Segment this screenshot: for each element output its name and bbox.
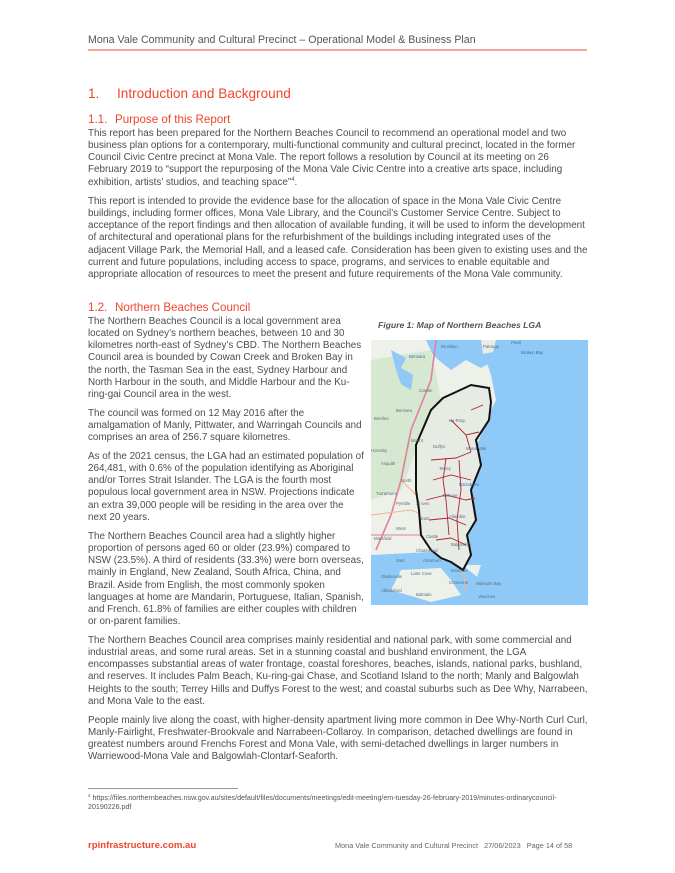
paragraph-council-6: People mainly live along the coast, with higher-density apartment living more common in Dee Why-North Curl Curl, Manly-Fairlight, Freshwater-Brookvale and Narrabeen-Collaroy. In comparison, detached dwellings are found in greatest numbers around Frenchs Forest and Mona Vale, with semi-detached dwellings in larger numbers in Warriewood-Mona Vale and Balgowlah-Clontarf-Seaforth. [88, 715, 588, 763]
map-label: Belrose [443, 493, 458, 498]
figure-caption: Figure 1: Map of Northern Beaches LGA [378, 320, 542, 330]
map-label: Vaucluse [478, 594, 496, 599]
map-label: Balmain [416, 592, 432, 597]
section-title: Introduction and Background [117, 86, 291, 101]
footer-doc-title: Mona Vale Community and Cultural Precinct [335, 841, 479, 850]
map-label: Brooklyn [441, 344, 458, 349]
footer-website[interactable]: rpinfrastructure.com.au [88, 840, 197, 851]
paragraph-punctuation: . [294, 176, 298, 188]
paragraph-text: This report has been prepared for the Northern Beaches Council to recommend an operational model and two business plan options for a contemporary, multi-functional community and cultural precinct, located in the former Council Civic Centre precinct at Mona Vale. The report follows a resolution by Council at its meeting on 26 February 2019 to “support the repurposing of the Mona Vale Civic Centre into a creative arts space, including exhibition, artists’ studios, and teaching space” [88, 128, 576, 188]
footer-date: 27/06/2023 [484, 841, 521, 850]
map-label: Marsfield [374, 536, 392, 541]
footnote-link[interactable]: https://files.northernbeaches.nsw.gov.au/sites/default/files/documents/meetings/edit-meeting/em-tuesday-26-february-2019/minutes-ordinarycouncil-20190226.pdf [88, 794, 557, 811]
subsection-title: Purpose of this Report [115, 113, 231, 126]
paragraph-council-3: As of the 2021 census, the LGA had an estimated population of 264,481, with 0.6% of the population identifying as Aboriginal and/or Torres Strait Islander. The LGA is the fourth most populous local government area in NSW. Projections indicate an extra 39,000 people will be residing in the area over the next 20 years. [88, 451, 364, 523]
section-number: 1. [88, 86, 100, 101]
map-label: Narrabeen [459, 482, 480, 487]
map-label: Broken Bay [521, 350, 544, 355]
map-label: East [421, 516, 430, 521]
footnote [88, 794, 588, 812]
map-label: Pymble [396, 501, 411, 506]
map-label: Mona Vale [466, 446, 487, 451]
map-label: Abbotsford [381, 588, 402, 593]
subsection-number: 1.2. [88, 301, 108, 314]
map-label: Berowra [409, 354, 426, 359]
footnote-number: 4 [88, 793, 91, 798]
subsection-title: Northern Beaches Council [115, 301, 251, 314]
map-label: Chatswood [416, 548, 438, 553]
map-label: Mosman [451, 568, 468, 573]
map-label: St Ives [416, 501, 430, 506]
subsection-number: 1.1. [88, 113, 108, 126]
map-label: West [396, 526, 406, 531]
paragraph-council-4: The Northern Beaches Council area had a slightly higher proportion of persons aged 60 or older (23.9%) compared to NSW (23.5%). A third of residents (33.3%) were born overseas, mainly in England, New Zealand, South Africa, China, and Brazil. Aside from English, the most commonly spoken languages at home are Mandarin, Portuguese, Italian, Spanish, and French. 61.8% of families are either couples with children or on-parent families. [88, 531, 364, 628]
map-label: East [396, 558, 405, 563]
map-label: Gladesville [381, 574, 403, 579]
footer-info [335, 841, 572, 850]
map-label: Berrilee [374, 416, 389, 421]
map-image [371, 340, 588, 605]
map-label: Ku-Ring- [449, 418, 466, 423]
paragraph-council-1: The Northern Beaches Council is a local government area located on Sydney’s northern beaches, between 10 and 30 kilometres north-east of Sydney’s CBD. The Northern Beaches Council area is bounded by Cowan Creek and Broken Bay in the north, the Tasman Sea in the east, Sydney Harbour and North Harbour in the south, and Middle Harbour and the Ku-ring-gai Council area in the west. [88, 316, 362, 400]
map-label: Castle [426, 534, 439, 539]
map-label: Mount [411, 438, 423, 443]
running-header: Mona Vale Community and Cultural Precinct – Operational Model & Business Plan [88, 34, 476, 46]
map-label: Turramurra [376, 491, 398, 496]
map-label: Watsons Bay [476, 581, 502, 586]
paragraph-purpose-1 [88, 128, 588, 189]
map-label: Pearl [511, 340, 522, 345]
map-label: Duffys [433, 444, 446, 449]
map-label: Patonga [483, 344, 500, 349]
section-heading [88, 86, 291, 101]
footnote-reference[interactable]: 4 [291, 176, 295, 183]
paragraph-council-5: The Northern Beaches Council area comprises mainly residential and national park, with some commercial and industrial areas, and some rural areas. Set in a stunning coastal and bushland environment, the LGA encompasses substantial areas of water frontage, coastal foreshores, beaches, islands, national parks, bushland, and reserves. It includes Palm Beach, Ku-ring-gai Chase, and Scotland Island to the north; Manly and Balgowlah Heights to the south; Terrey Hills and Duffys Forest to the west; and coastal suburbs such as Dee Why, Narrabeen, and Mona Vale to the east. [88, 635, 588, 707]
map-label: Hornsby [371, 448, 388, 453]
footer-page-number: Page 14 of 58 [526, 841, 573, 850]
paragraph-council-2: The council was formed on 12 May 2016 after the amalgamation of Manly, Pittwater, and Warringah Councils and comprises an area of 256.7 square kilometres. [88, 408, 362, 444]
header-rule [88, 49, 587, 51]
subsection-heading-purpose [88, 113, 230, 126]
lga-map [371, 340, 588, 605]
subsection-heading-council [88, 301, 250, 314]
map-label: Asquith [381, 461, 396, 466]
map-label: Artarmon [423, 558, 441, 563]
map-label: Balgowlah [451, 542, 471, 547]
paragraph-purpose-2: This report is intended to provide the evidence base for the allocation of space in the Mona Vale Civic Centre buildings, including former offices, Mona Vale Library, and the Council’s Customer Service Centre. Subject to acceptance of the report findings and then allocation of available funding, it will be used to inform the development of architectural and operational plans for the refurbishment of the buildings including integrated uses of the adjacent Village Park, the Memorial Hall, and a leased cafe. Consideration has been given to existing uses and the current and future populations, including access to space, programs, and services to enable equitable and appropriate allocation of resources to meet the present and future requirements of the Mona Vale community. [88, 196, 588, 280]
map-label: Cremorne [449, 580, 469, 585]
map-label: Cowan [419, 388, 433, 393]
map-label: Terrey [439, 466, 451, 471]
map-label: Lane Cove [411, 571, 432, 576]
map-label: North [401, 478, 412, 483]
map-label: Berowra [396, 408, 413, 413]
footnote-separator [88, 788, 238, 789]
map-label: Allambie [449, 514, 466, 519]
